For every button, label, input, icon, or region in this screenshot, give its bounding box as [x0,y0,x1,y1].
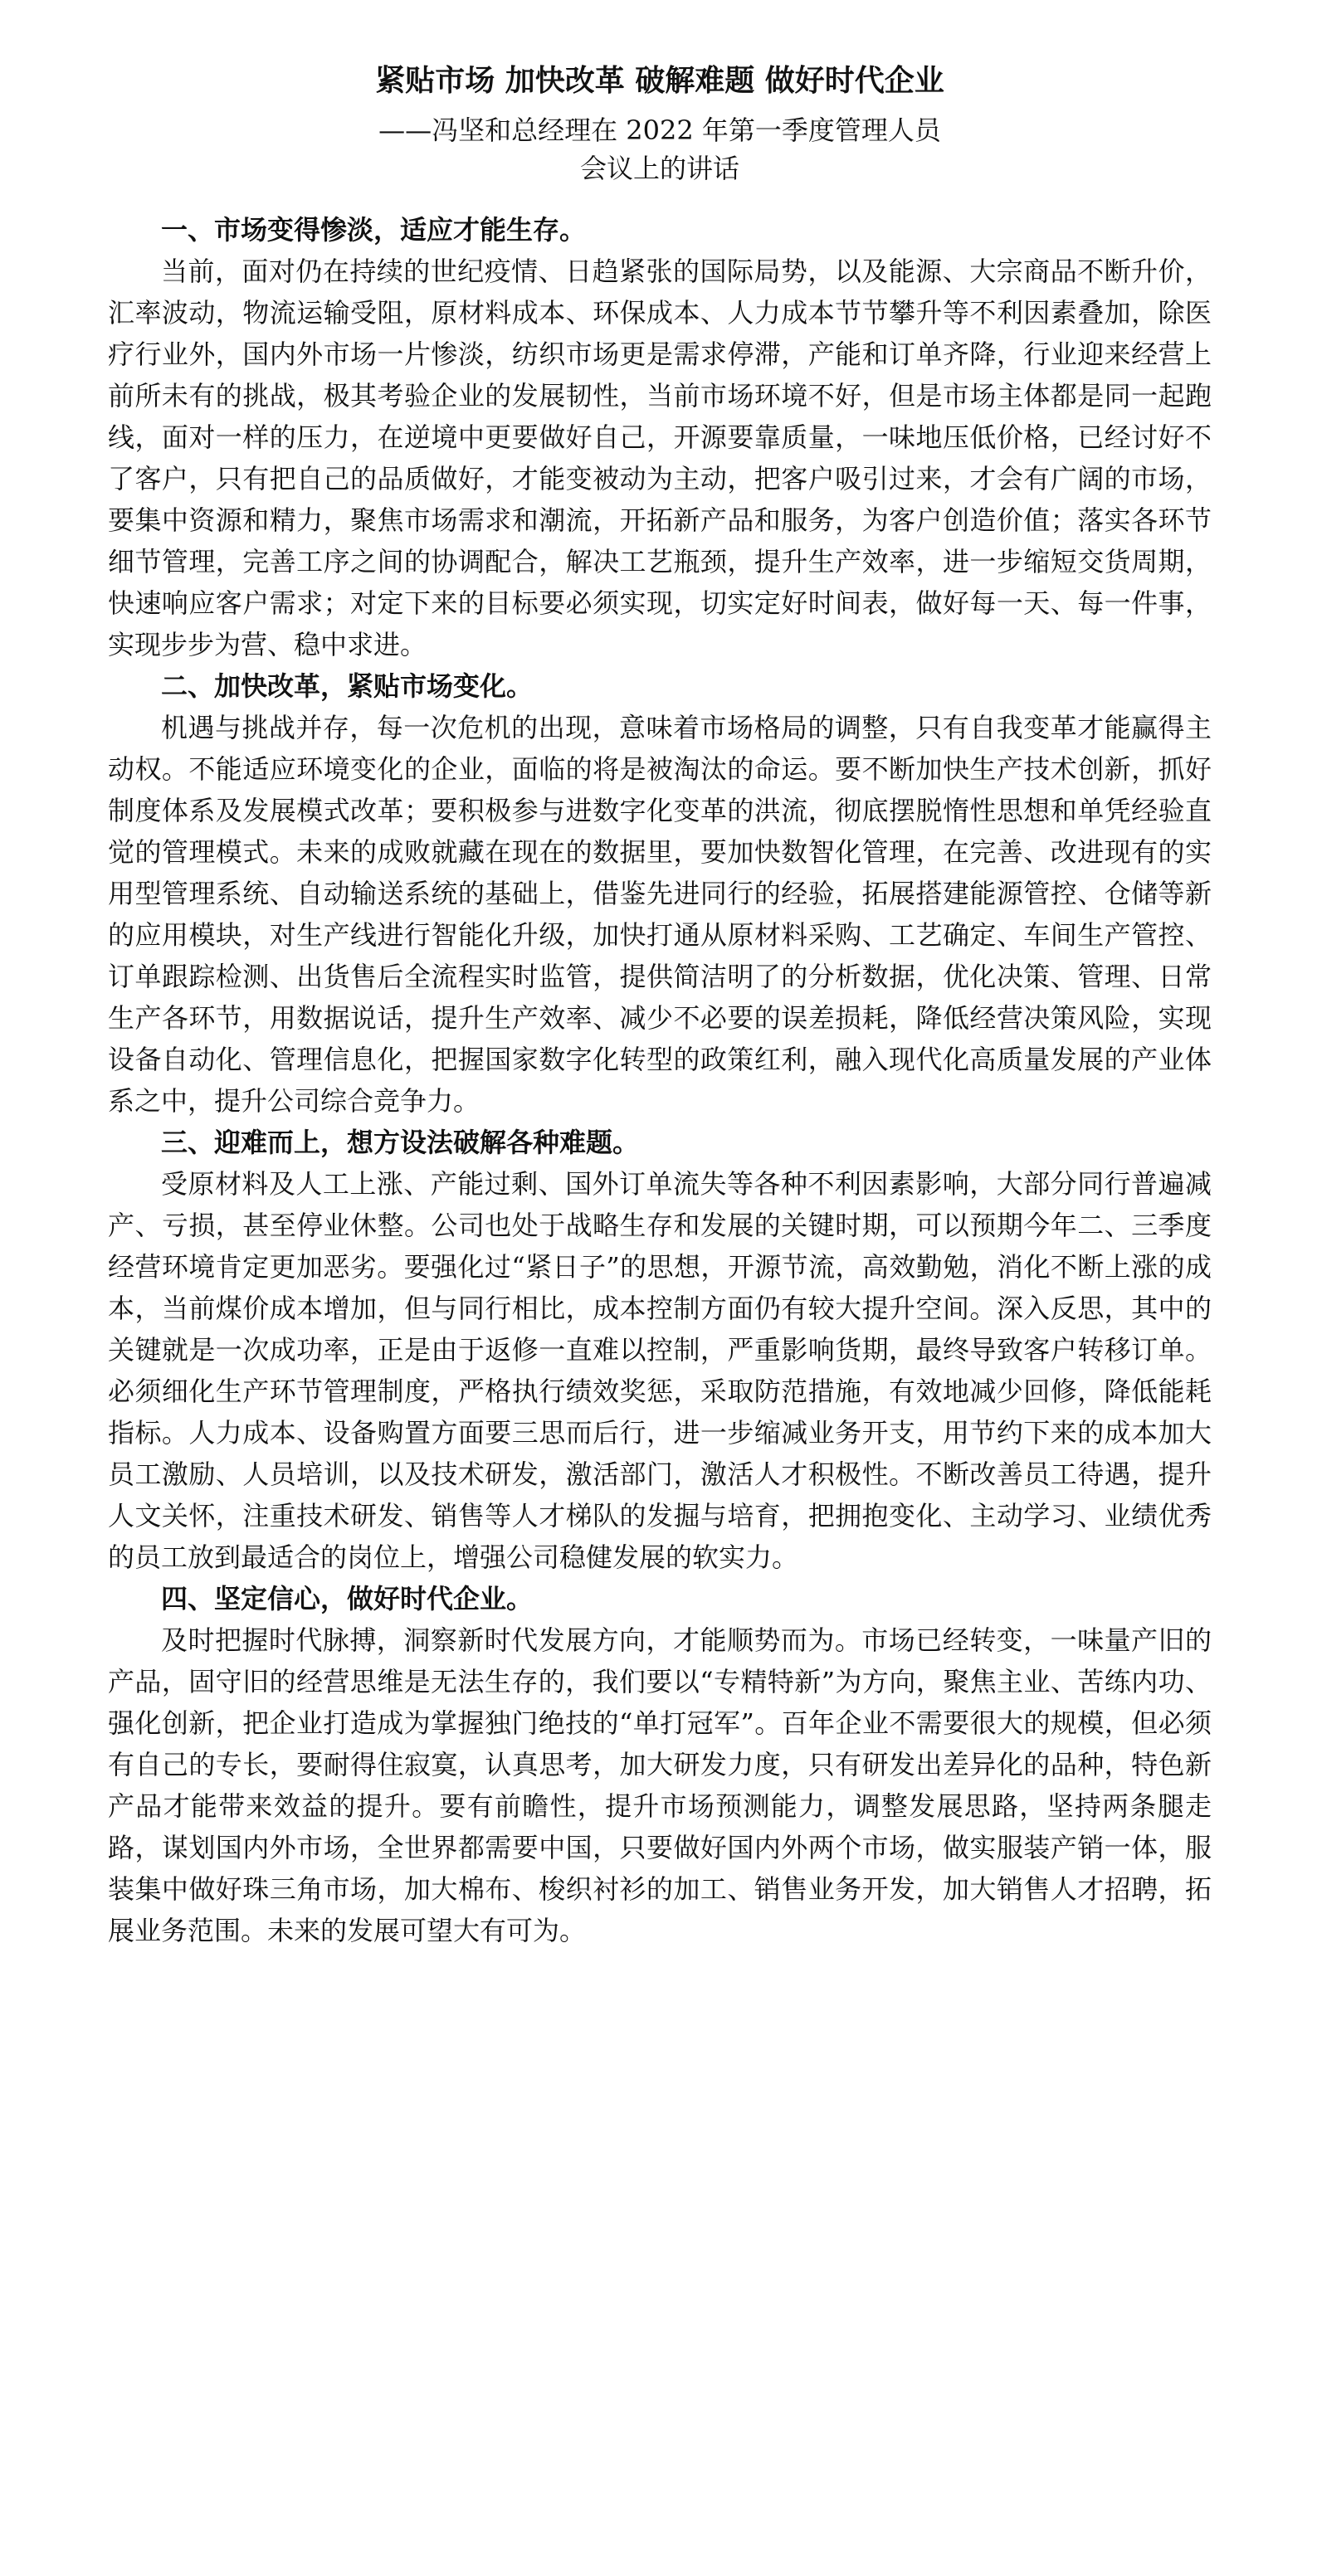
section-4 [108,1578,1212,1951]
document-page [108,58,1212,1951]
section-paragraph: 受原材料及人工上涨、产能过剩、国外订单流失等各种不利因素影响，大部分同行普遍减产、亏损，甚至停业休整。公司也处于战略生存和发展的关键时期，可以预期今年二、三季度经营环境肯定更加恶劣。要强化过“紧日子”的思想，开源节流，高效勤勉，消化不断上涨的成本，当前煤价成本增加，但与同行相比，成本控制方面仍有较大提升空间。深入反思，其中的关键就是一次成功率，正是由于返修一直难以控制，严重影响货期，最终导致客户转移订单。必须细化生产环节管理制度，严格执行绩效奖惩，采取防范措施，有效地减少回修，降低能耗指标。人力成本、设备购置方面要三思而后行，进一步缩减业务开支，用节约下来的成本加大员工激励、人员培训，以及技术研发，激活部门，激活人才积极性。不断改善员工待遇，提升人文关怀，注重技术研发、销售等人才梯队的发掘与培育，把拥抱变化、主动学习、业绩优秀的员工放到最适合的岗位上，增强公司稳健发展的软实力。 [108,1168,1212,1573]
section-2 [108,665,1212,1122]
section-paragraph: 及时把握时代脉搏，洞察新时代发展方向，才能顺势而为。市场已经转变，一味量产旧的产品，固守旧的经营思维是无法生存的，我们要以“专精特新”为方向，聚焦主业、苦练内功、强化创新，把企业打造成为掌握独门绝技的“单打冠军”。百年企业不需要很大的规模，但必须有自己的专长，要耐得住寂寞，认真思考，加大研发力度，只有研发出差异化的品种，特色新产品才能带来效益的提升。要有前瞻性，提升市场预测能力，调整发展思路，坚持两条腿走路，谋划国内外市场，全世界都需要中国，只要做好国内外两个市场，做实服装产销一体，服装集中做好珠三角市场，加大棉布、梭织衬衫的加工、销售业务开发，加大销售人才招聘，拓展业务范围。未来的发展可望大有可为。 [108,1624,1212,1946]
section-heading: 二、加快改革，紧贴市场变化。 [161,670,534,702]
section-heading: 一、市场变得惨淡，适应才能生存。 [161,214,587,246]
section-1 [108,209,1212,665]
section-heading: 三、迎难而上，想方设法破解各种难题。 [161,1127,640,1158]
section-paragraph: 机遇与挑战并存，每一次危机的出现，意味着市场格局的调整，只有自我变革才能赢得主动权。不能适应环境变化的企业，面临的将是被淘汰的命运。要不断加快生产技术创新，抓好制度体系及发展模式改革；要积极参与进数字化变革的洪流，彻底摆脱惰性思想和单凭经验直觉的管理模式。未来的成败就藏在现在的数据里，要加快数智化管理，在完善、改进现有的实用型管理系统、自动输送系统的基础上，借鉴先进同行的经验，拓展搭建能源管控、仓储等新的应用模块，对生产线进行智能化升级，加快打通从原材料采购、工艺确定、车间生产管控、订单跟踪检测、出货售后全流程实时监管，提供简洁明了的分析数据，优化决策、管理、日常生产各环节，用数据说话，提升生产效率、减少不必要的误差损耗，降低经营决策风险，实现设备自动化、管理信息化，把握国家数字化转型的政策红利，融入现代化高质量发展的产业体系之中，提升公司综合竞争力。 [108,712,1212,1117]
document-subtitle-line-1: ——冯坚和总经理在 2022 年第一季度管理人员 [378,114,941,146]
section-3 [108,1122,1212,1578]
section-paragraph: 当前，面对仍在持续的世纪疫情、日趋紧张的国际局势，以及能源、大宗商品不断升价，汇率波动，物流运输受阻，原材料成本、环保成本、人力成本节节攀升等不利因素叠加，除医疗行业外，国内外市场一片惨淡，纺织市场更是需求停滞，产能和订单齐降，行业迎来经营上前所未有的挑战，极其考验企业的发展韧性，当前市场环境不好，但是市场主体都是同一起跑线，面对一样的压力，在逆境中更要做好自己，开源要靠质量，一味地压低价格，已经讨好不了客户，只有把自己的品质做好，才能变被动为主动，把客户吸引过来，才会有广阔的市场，要集中资源和精力，聚焦市场需求和潮流，开拓新产品和服务，为客户创造价值；落实各环节细节管理，完善工序之间的协调配合，解决工艺瓶颈，提升生产效率，进一步缩短交货周期，快速响应客户需求；对定下来的目标要必须实现，切实定好时间表，做好每一天、每一件事，实现步步为营、稳中求进。 [108,256,1212,660]
document-title: 紧贴市场 加快改革 破解难题 做好时代企业 [375,64,944,98]
section-heading: 四、坚定信心，做好时代企业。 [161,1583,534,1614]
document-subtitle-line-2: 会议上的讲话 [579,153,739,184]
